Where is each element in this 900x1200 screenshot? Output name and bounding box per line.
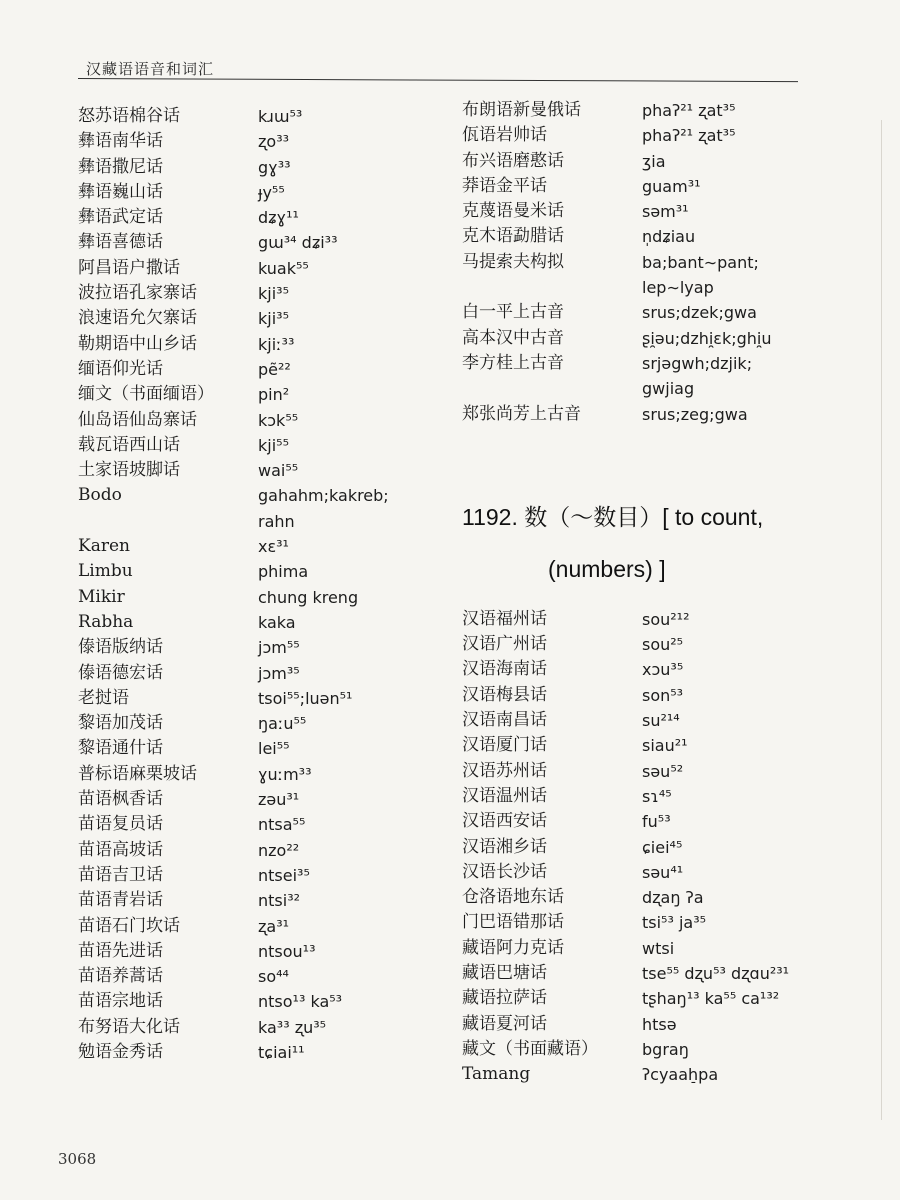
entry-row bbox=[60, 661, 440, 686]
entry-row bbox=[60, 1040, 440, 1065]
entry-row bbox=[462, 657, 882, 682]
word-form: xɛ³¹ bbox=[258, 537, 289, 557]
entry-row bbox=[60, 230, 440, 255]
word-form: tɕiai¹¹ bbox=[258, 1042, 305, 1062]
word-form: tsi⁵³ ja³⁵ bbox=[642, 913, 707, 933]
word-form: ɕiei⁴⁵ bbox=[642, 837, 683, 857]
entry-row bbox=[462, 174, 882, 199]
word-form: kuak⁵⁵ bbox=[258, 258, 309, 278]
word-form: səm³¹ bbox=[642, 202, 689, 222]
word-form: guam³¹ bbox=[642, 176, 701, 196]
entry-row bbox=[462, 250, 882, 275]
entry-row bbox=[462, 123, 882, 148]
word-form: tʂhaŋ¹³ ka⁵⁵ ca¹³² bbox=[642, 989, 780, 1009]
entry-row bbox=[60, 838, 440, 863]
word-form: kji⁵⁵ bbox=[258, 435, 289, 455]
word-form: phaʔ²¹ ʐat³⁵ bbox=[642, 101, 736, 120]
language-name: 汉语海南话 bbox=[462, 659, 547, 680]
entry-row bbox=[60, 281, 440, 306]
word-form: ntsi³² bbox=[258, 891, 301, 911]
word-form: kɹɯ⁵³ bbox=[258, 107, 303, 126]
language-name: Bodo bbox=[78, 485, 122, 506]
entry-row bbox=[60, 205, 440, 230]
right-entries-bottom bbox=[462, 607, 882, 1088]
word-form: kɔk⁵⁵ bbox=[258, 410, 299, 430]
entry-row bbox=[462, 910, 882, 935]
language-name: 汉语西安话 bbox=[462, 811, 547, 832]
word-form: so⁴⁴ bbox=[258, 967, 289, 987]
word-form: jɔm⁵⁵ bbox=[258, 638, 300, 658]
entry-row bbox=[60, 408, 440, 433]
language-name: 仓洛语地东话 bbox=[462, 887, 564, 908]
word-form: sou²¹² bbox=[642, 609, 690, 629]
entry-row bbox=[462, 936, 882, 961]
language-name: 汉语福州话 bbox=[462, 608, 547, 629]
entry-row bbox=[462, 986, 882, 1011]
entry-row bbox=[60, 762, 440, 787]
language-name: 汉语厦门话 bbox=[462, 735, 547, 756]
language-name: 汉语温州话 bbox=[462, 785, 547, 806]
word-form: nzo²² bbox=[258, 840, 300, 860]
word-form: ntsou¹³ bbox=[258, 941, 316, 961]
word-form: tse⁵⁵ dʐu⁵³ dʐɑu²³¹ bbox=[642, 964, 790, 984]
language-name: 布朗语新曼俄话 bbox=[462, 100, 581, 120]
entry-row bbox=[60, 635, 440, 660]
language-name: 老挝语 bbox=[78, 687, 129, 708]
language-name: 傣语德宏话 bbox=[78, 662, 163, 683]
language-name: 怒苏语棉谷话 bbox=[78, 106, 180, 126]
word-form: ntso¹³ ka⁵³ bbox=[258, 992, 343, 1012]
entry-row bbox=[462, 784, 882, 809]
entry-row bbox=[462, 326, 882, 351]
entry-row bbox=[60, 939, 440, 964]
entry-row bbox=[462, 351, 882, 376]
entry-row bbox=[462, 885, 882, 910]
language-name: 藏语夏河话 bbox=[462, 1013, 547, 1034]
word-form: wai⁵⁵ bbox=[258, 461, 299, 481]
language-name: 缅语仰光话 bbox=[78, 358, 163, 379]
word-form: n̩dʑiau bbox=[642, 227, 696, 247]
entry-row bbox=[60, 509, 440, 534]
language-name: 仙岛语仙岛寨话 bbox=[78, 409, 197, 430]
word-form: srus;zeg;gwa bbox=[642, 404, 748, 424]
word-form: sɿ⁴⁵ bbox=[642, 786, 672, 806]
entry-row bbox=[462, 632, 882, 657]
entry-row bbox=[462, 607, 882, 632]
word-form: kaka bbox=[258, 612, 296, 632]
word-form: rahn bbox=[258, 511, 295, 531]
language-name: 白一平上古音 bbox=[462, 302, 564, 323]
entry-row bbox=[60, 534, 440, 559]
entry-row bbox=[60, 888, 440, 913]
entry-row bbox=[60, 433, 440, 458]
word-form: ntsa⁵⁵ bbox=[258, 815, 306, 835]
entry-row bbox=[462, 1037, 882, 1062]
page-number: 3068 bbox=[58, 1150, 97, 1168]
language-name: 郑张尚芳上古音 bbox=[462, 403, 581, 424]
word-form: gwjiag bbox=[642, 379, 695, 399]
word-form: bgraŋ bbox=[642, 1039, 689, 1059]
entry-row bbox=[60, 989, 440, 1014]
entry-row bbox=[60, 129, 440, 154]
entry-row bbox=[462, 402, 882, 427]
language-name: 汉语苏州话 bbox=[462, 760, 547, 781]
entry-row bbox=[462, 149, 882, 174]
word-form: kjiː³³ bbox=[258, 334, 295, 354]
language-name: 黎语通什话 bbox=[78, 738, 163, 759]
language-name: 彝语南华话 bbox=[78, 131, 163, 152]
entry-row bbox=[462, 98, 882, 123]
language-name: 载瓦语西山话 bbox=[78, 434, 180, 455]
entry-row bbox=[462, 860, 882, 885]
language-name: 彝语撒尼话 bbox=[78, 156, 163, 177]
entry-row bbox=[462, 300, 882, 325]
language-name: 汉语梅县话 bbox=[462, 684, 547, 705]
word-form: su²¹⁴ bbox=[642, 711, 680, 731]
entry-row bbox=[60, 155, 440, 180]
word-form: ʂi̯əu;dzhi̯ɛk;ghi̯u bbox=[642, 328, 772, 348]
entry-row bbox=[60, 458, 440, 483]
word-form: pin² bbox=[258, 385, 290, 405]
entry-row bbox=[462, 683, 882, 708]
entry-row bbox=[60, 1015, 440, 1040]
language-name: 布努语大化话 bbox=[78, 1016, 180, 1037]
language-name: 浪速语允欠寨话 bbox=[78, 308, 197, 329]
word-form: səu⁴¹ bbox=[642, 862, 684, 882]
word-form: ʒia bbox=[642, 151, 666, 171]
word-form: jɔm³⁵ bbox=[258, 663, 300, 683]
word-form: səu⁵² bbox=[642, 761, 684, 781]
word-form: dʐaŋ ʔa bbox=[642, 888, 704, 908]
entry-row bbox=[60, 736, 440, 761]
language-name: 勉语金秀话 bbox=[78, 1041, 163, 1062]
language-name: 布兴语磨憨话 bbox=[462, 150, 564, 171]
language-name: 勒期语中山乡话 bbox=[78, 333, 197, 354]
entry-row bbox=[60, 382, 440, 407]
entry-row bbox=[60, 332, 440, 357]
word-form: kji³⁵ bbox=[258, 284, 289, 304]
word-form: fu⁵³ bbox=[642, 812, 671, 832]
language-name: Karen bbox=[78, 536, 130, 557]
word-form: srus;dzek;gwa bbox=[642, 303, 757, 323]
entry-row bbox=[462, 224, 882, 249]
language-name: 藏语拉萨话 bbox=[462, 988, 547, 1009]
language-name: 李方桂上古音 bbox=[462, 352, 564, 373]
entry-row bbox=[462, 376, 882, 401]
language-name: Limbu bbox=[78, 561, 133, 582]
language-name: 汉语广州话 bbox=[462, 634, 547, 655]
entry-row bbox=[60, 610, 440, 635]
right-entries-top bbox=[462, 98, 882, 427]
word-form: htsə bbox=[642, 1014, 677, 1034]
word-form: zəu³¹ bbox=[258, 790, 300, 810]
language-name: 土家语坡脚话 bbox=[78, 460, 180, 481]
entry-row bbox=[60, 585, 440, 610]
entry-row bbox=[60, 306, 440, 331]
word-form: ba;bant∼pant; bbox=[642, 252, 759, 272]
language-name: 苗语枫香话 bbox=[78, 789, 163, 810]
word-form: siau²¹ bbox=[642, 736, 688, 756]
entry-heading-continued: (numbers) ] bbox=[548, 555, 666, 582]
word-form: ɟy⁵⁵ bbox=[258, 182, 285, 202]
entry-row bbox=[462, 733, 882, 758]
language-name: 普标语麻栗坡话 bbox=[78, 763, 197, 784]
language-name: 彝语喜德话 bbox=[78, 232, 163, 253]
entry-row bbox=[462, 961, 882, 986]
word-form: tsoi⁵⁵;luən⁵¹ bbox=[258, 688, 353, 708]
entry-heading: 1192. 数（～数目）[ to count, bbox=[462, 503, 764, 530]
language-name: 缅文（书面缅语） bbox=[78, 384, 214, 405]
entry-row bbox=[462, 759, 882, 784]
running-head: 汉藏语语音和词汇 bbox=[86, 60, 215, 78]
entry-row bbox=[60, 914, 440, 939]
language-name: 苗语石门坎话 bbox=[78, 915, 180, 936]
word-form: ʔcyaah̠pa bbox=[642, 1065, 719, 1085]
language-name: 藏文（书面藏语） bbox=[462, 1038, 598, 1059]
word-form: gahahm;kakreb; bbox=[258, 486, 389, 506]
word-form: lep∼lyap bbox=[642, 278, 714, 298]
language-name: 苗语复员话 bbox=[78, 814, 163, 835]
language-name: 黎语加茂话 bbox=[78, 713, 163, 734]
word-form: phima bbox=[258, 562, 309, 582]
language-name: Rabha bbox=[78, 611, 134, 632]
language-name: 藏语巴塘话 bbox=[462, 963, 547, 984]
language-name: 高本汉中古音 bbox=[462, 327, 564, 348]
entry-row bbox=[60, 863, 440, 888]
language-name: 克蔑语曼米话 bbox=[462, 201, 564, 222]
language-name: 苗语吉卫话 bbox=[78, 864, 163, 885]
entry-row bbox=[60, 256, 440, 281]
entry-row bbox=[462, 275, 882, 300]
word-form: sou²⁵ bbox=[642, 635, 684, 655]
entry-row bbox=[60, 180, 440, 205]
word-form: ka³³ ʐu³⁵ bbox=[258, 1017, 327, 1037]
entry-row bbox=[462, 835, 882, 860]
word-form: ʐa³¹ bbox=[258, 916, 290, 936]
header-rule bbox=[78, 78, 798, 82]
language-name: 苗语先进话 bbox=[78, 940, 163, 961]
language-name: Mikir bbox=[78, 586, 125, 607]
language-name: 汉语湘乡话 bbox=[462, 836, 547, 857]
word-form: ʐo³³ bbox=[258, 132, 290, 152]
word-form: pẽ²² bbox=[258, 359, 291, 379]
word-form: gɣ³³ bbox=[258, 157, 291, 177]
right-column bbox=[462, 98, 882, 1088]
language-name: 傣语版纳话 bbox=[78, 637, 163, 658]
entry-row bbox=[462, 708, 882, 733]
language-name: 苗语宗地话 bbox=[78, 991, 163, 1012]
word-form: phaʔ²¹ ʐat³⁵ bbox=[642, 126, 736, 146]
entry-row bbox=[462, 199, 882, 224]
language-name: Tamang bbox=[462, 1064, 531, 1085]
word-form: xɔu³⁵ bbox=[642, 660, 684, 680]
entry-row bbox=[462, 1062, 882, 1087]
word-form: dʑɣ¹¹ bbox=[258, 208, 299, 228]
language-name: 佤语岩帅话 bbox=[462, 125, 547, 146]
word-form: son⁵³ bbox=[642, 685, 684, 705]
language-name: 克木语勐腊话 bbox=[462, 226, 564, 247]
language-name: 彝语巍山话 bbox=[78, 181, 163, 202]
word-form: kji³⁵ bbox=[258, 309, 289, 329]
word-form: lei⁵⁵ bbox=[258, 739, 290, 759]
entry-row bbox=[60, 711, 440, 736]
language-name: 彝语武定话 bbox=[78, 207, 163, 228]
entry-row bbox=[462, 1012, 882, 1037]
language-name: 苗语养蒿话 bbox=[78, 966, 163, 987]
word-form: gɯ³⁴ dʑi³³ bbox=[258, 233, 338, 253]
entry-row bbox=[60, 787, 440, 812]
entry-row bbox=[60, 686, 440, 711]
language-name: 汉语南昌话 bbox=[462, 710, 547, 731]
language-name: 莽语金平话 bbox=[462, 175, 547, 196]
word-form: ŋaːu⁵⁵ bbox=[258, 714, 307, 734]
left-column bbox=[60, 104, 440, 1065]
entry-row bbox=[60, 559, 440, 584]
word-form: ntsei³⁵ bbox=[258, 865, 310, 885]
entry-row bbox=[462, 809, 882, 834]
language-name: 汉语长沙话 bbox=[462, 861, 547, 882]
language-name: 门巴语错那话 bbox=[462, 912, 564, 933]
language-name: 藏语阿力克话 bbox=[462, 937, 564, 958]
entry-row bbox=[60, 964, 440, 989]
entry-row bbox=[60, 357, 440, 382]
word-form: wtsi bbox=[642, 938, 675, 958]
language-name: 波拉语孔家寨话 bbox=[78, 283, 197, 304]
entry-row bbox=[60, 812, 440, 837]
language-name: 阿昌语户撒话 bbox=[78, 257, 180, 278]
language-name: 苗语青岩话 bbox=[78, 890, 163, 911]
entry-row bbox=[60, 483, 440, 508]
entry-row bbox=[60, 104, 440, 129]
word-form: chung kreng bbox=[258, 587, 359, 607]
page-header bbox=[78, 58, 798, 84]
language-name: 苗语高坡话 bbox=[78, 839, 163, 860]
word-form: ɣuːm³³ bbox=[258, 764, 312, 784]
language-name: 马提索夫构拟 bbox=[462, 251, 564, 272]
word-form: srjəgwh;dzjik; bbox=[642, 353, 753, 373]
